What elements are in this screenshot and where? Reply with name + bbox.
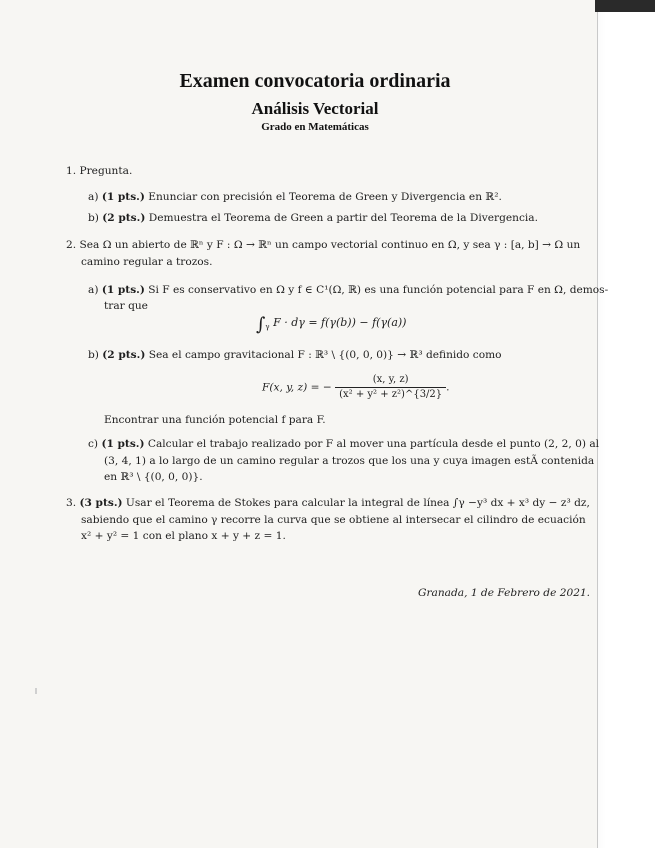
scan-speck bbox=[35, 688, 37, 694]
question-2c-line1 bbox=[88, 437, 599, 451]
part-label: a) bbox=[88, 191, 99, 203]
question-3-text: Usar el Teorema de Stokes para calcular la integral de línea ∫γ −y³ dx + x³ dy − z³ dz, bbox=[125, 497, 590, 509]
part-text: Enunciar con precisión el Teorema de Green y Divergencia en ℝ². bbox=[148, 191, 502, 203]
part-label: c) bbox=[88, 438, 99, 450]
part-label: b) bbox=[88, 212, 99, 224]
integral-sign: ∫ bbox=[256, 314, 266, 335]
question-2c-line3: en ℝ³ \ {(0, 0, 0)}. bbox=[104, 471, 203, 483]
part-points: (1 pts.) bbox=[101, 438, 145, 450]
formula-gravitational-field bbox=[262, 373, 450, 402]
question-2a-line1 bbox=[88, 283, 608, 297]
question-2c-line2: (3, 4, 1) a lo largo de un camino regular a trozos que los una y cuya imagen estÃ contenida bbox=[104, 455, 595, 467]
part-label: a) bbox=[88, 284, 99, 296]
part-text: Sea el campo gravitacional F : ℝ³ \ {(0, 0, 0)} → ℝ³ definido como bbox=[148, 349, 502, 361]
part-points: (1 pts.) bbox=[101, 284, 145, 296]
part-points: (2 pts.) bbox=[102, 212, 146, 224]
formula-line-integral bbox=[256, 316, 406, 334]
question-2-line2: camino regular a trozos. bbox=[81, 256, 213, 268]
question-1b bbox=[88, 211, 538, 225]
question-2b-line3: Encontrar una función potencial f para F. bbox=[104, 414, 326, 426]
integral-subscript: γ bbox=[265, 323, 270, 332]
formula-period: . bbox=[446, 381, 450, 394]
exam-subject: Análisis Vectorial bbox=[251, 99, 379, 118]
question-3-number: 3. bbox=[66, 497, 77, 509]
question-2-text: Sea Ω un abierto de ℝⁿ y F : Ω → ℝⁿ un campo vectorial continuo en Ω, y sea γ : [a, b] → Ω un bbox=[79, 239, 581, 251]
scan-corner-shadow bbox=[595, 0, 655, 12]
exam-title: Examen convocatoria ordinaria bbox=[179, 70, 451, 92]
formula-lhs: F(x, y, z) = − bbox=[262, 381, 332, 394]
question-3-line1 bbox=[66, 496, 590, 510]
part-points: (2 pts.) bbox=[102, 349, 146, 361]
question-1a bbox=[88, 190, 502, 204]
question-3-line2: sabiendo que el camino γ recorre la curva que se obtiene al intersecar el cilindro de ecuación bbox=[81, 514, 586, 526]
part-text: Demuestra el Teorema de Green a partir del Teorema de la Divergencia. bbox=[148, 212, 538, 224]
formula-fraction bbox=[335, 373, 446, 402]
fraction-numerator: (x, y, z) bbox=[335, 373, 446, 388]
fraction-denominator: (x² + y² + z²)^{3/2} bbox=[339, 389, 443, 400]
question-1-text: Pregunta. bbox=[79, 165, 133, 177]
question-3-points: (3 pts.) bbox=[79, 497, 123, 509]
part-points: (1 pts.) bbox=[101, 191, 145, 203]
place-date-signature: Granada, 1 de Febrero de 2021. bbox=[418, 587, 591, 599]
part-text: Calcular el trabajo realizado por F al mover una partícula desde el punto (2, 2, 0) al bbox=[147, 438, 600, 450]
part-text: Si F es conservativo en Ω y f ∈ C¹(Ω, ℝ) es una función potencial para F en Ω, demos- bbox=[148, 284, 609, 296]
question-2-number: 2. bbox=[66, 239, 77, 251]
question-1-number: 1. bbox=[66, 165, 77, 177]
question-3-line3: x² + y² = 1 con el plano x + y + z = 1. bbox=[81, 530, 286, 542]
question-2b-line1 bbox=[88, 348, 502, 362]
formula-text: F · dγ = f(γ(b)) − f(γ(a)) bbox=[273, 316, 407, 329]
question-1 bbox=[66, 164, 132, 178]
question-2a-line2: trar que bbox=[104, 300, 148, 312]
part-label: b) bbox=[88, 349, 99, 361]
question-2-line1 bbox=[66, 238, 580, 252]
exam-degree: Grado en Matemáticas bbox=[261, 121, 369, 133]
